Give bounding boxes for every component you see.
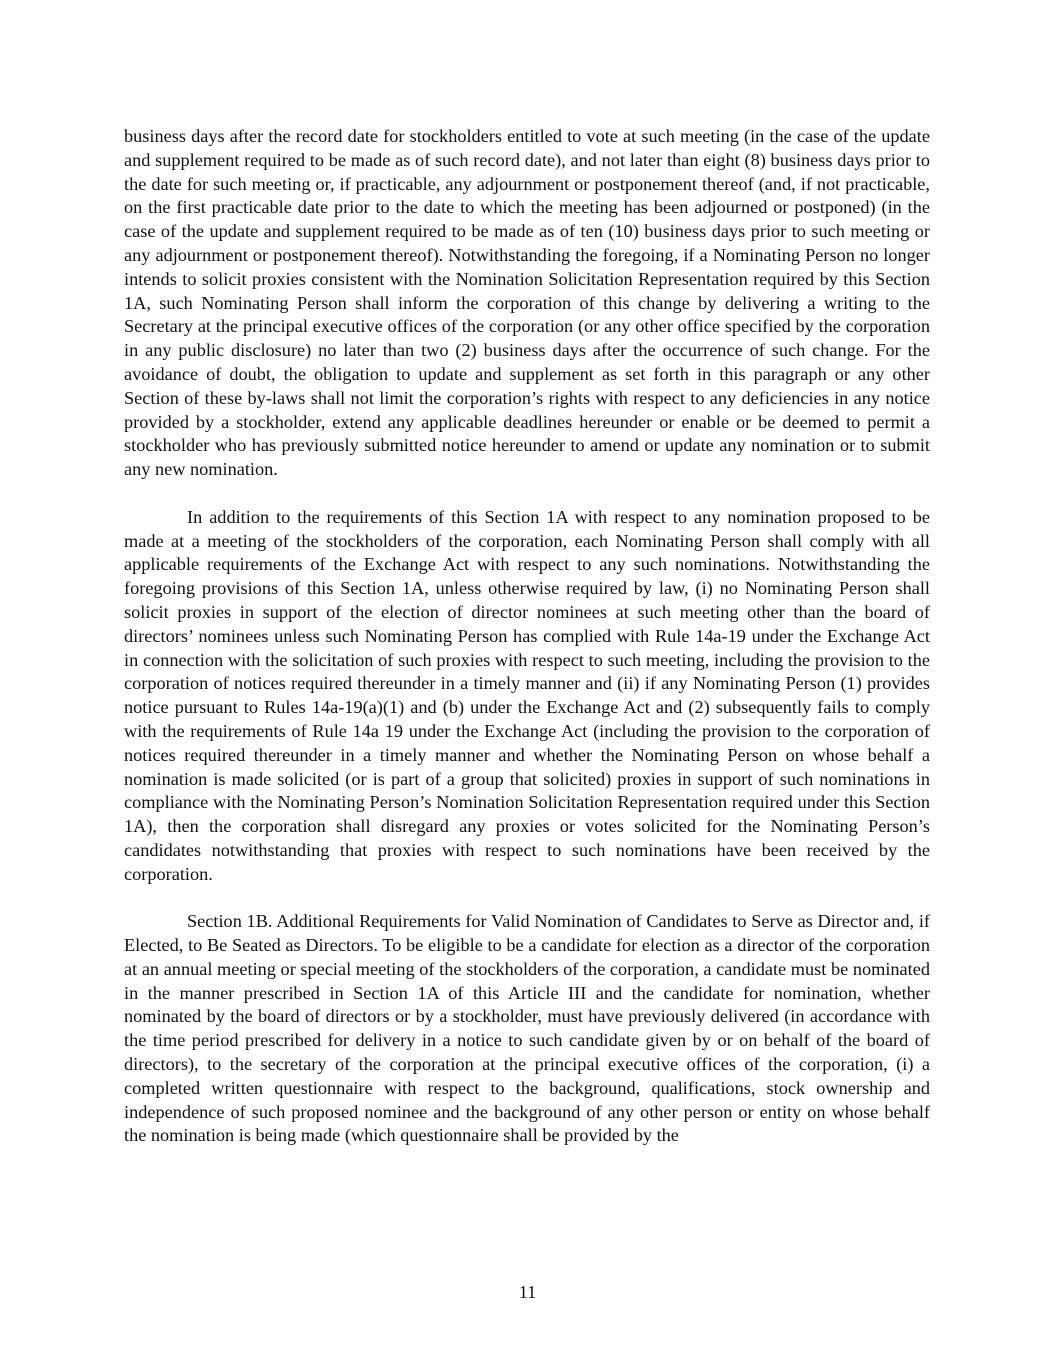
paragraph-exchange-act-requirements: In addition to the requirements of this Section 1A with respect to any nomination proposed to be made at a meeting of the stockholders of the corporation, each Nominating Person shall comply with all applicable requirements of the Exchange Act with respect to any such nominations. Notwithstanding the foregoing provisions of this Section 1A, unless otherwise required by law, (i) no Nominating Person shall solicit proxies in support of the election of director nominees at such meeting other than the board of directors’ nominees unless such Nominating Person has complied with Rule 14a-19 under the Exchange Act in connection with the solicitation of such proxies with respect to such meeting, including the provision to the corporation of notices required thereunder in a timely manner and (ii) if any Nominating Person (1) provides notice pursuant to Rules 14a-19(a)(1) and (b) under the Exchange Act and (2) subsequently fails to comply with the requirements of Rule 14a 19 under the Exchange Act (including the provision to the corporation of notices required thereunder in a timely manner and whether the Nominating Person on whose behalf a nomination is made solicited (or is part of a group that solicited) proxies in support of such nominations in compliance with the Nominating Person’s Nomination Solicitation Representation required under this Section 1A), then the corporation shall disregard any proxies or votes solicited for the Nominating Person’s candidates notwithstanding that proxies with respect to such nominations have been received by the corporation. — [124, 506, 930, 884]
paragraph-continuation-update-supplement: business days after the record date for stockholders entitled to vote at such meeting (in the case of the update and supplement required to be made as of such record date), and not later than eight (8) business days prior to the date for such meeting or, if practicable, any adjournment or postponement thereof (and, if not practicable, on the first practicable date prior to the date to which the meeting has been adjourned or postponed) (in the case of the update and supplement required to be made as of ten (10) business days prior to such meeting or any adjournment or postponement thereof). Notwithstanding the foregoing, if a Nominating Person no longer intends to solicit proxies consistent with the Nomination Solicitation Representation required by this Section 1A, such Nominating Person shall inform the corporation of this change by delivering a writing to the Secretary at the principal executive offices of the corporation (or any other office specified by the corporation in any public disclosure) no later than two (2) business days after the occurrence of such change. For the avoidance of doubt, the obligation to update and supplement as set forth in this paragraph or any other Section of these by-laws shall not limit the corporation’s rights with respect to any deficiencies in any notice provided by a stockholder, extend any applicable deadlines hereunder or enable or be deemed to permit a stockholder who has previously submitted notice hereunder to amend or update any nomination or to submit any new nomination. — [124, 126, 930, 480]
paragraph-section-1b: Section 1B. Additional Requirements for Valid Nomination of Candidates to Serve as Director and, if Elected, to Be Seated as Directors. To be eligible to be a candidate for election as a director of the corporation at an annual meeting or special meeting of the stockholders of the corporation, a candidate must be nominated in the manner prescribed in Section 1A of this Article III and the candidate for nomination, whether nominated by the board of directors or by a stockholder, must have previously delivered (in accordance with the time period prescribed for delivery in a notice to such candidate given by or on behalf of the board of directors), to the secretary of the corporation at the principal executive offices of the corporation, (i) a completed written questionnaire with respect to the background, qualifications, stock ownership and independence of such proposed nominee and the background of any other person or entity on whose behalf the nomination is being made (which questionnaire shall be provided by the — [124, 911, 930, 1146]
page-number: 11 — [518, 1282, 537, 1302]
body-text — [124, 125, 930, 1172]
